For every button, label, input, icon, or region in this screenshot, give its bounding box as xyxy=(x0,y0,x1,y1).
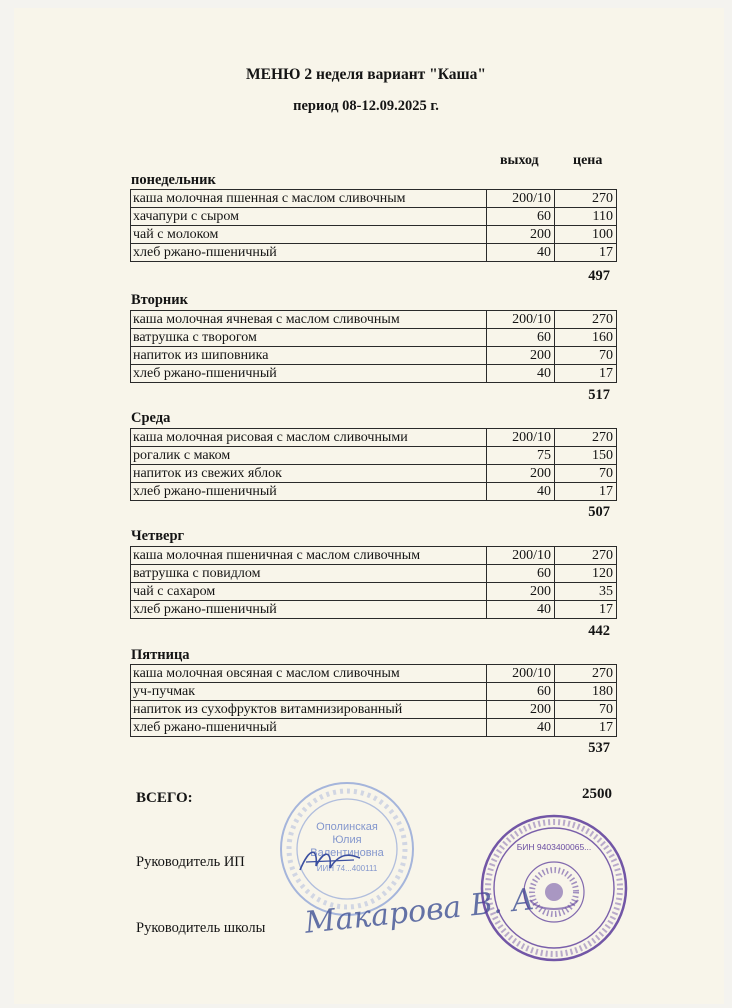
table-row xyxy=(131,565,617,583)
table-row xyxy=(131,226,617,244)
dish-output: 200/10 xyxy=(487,190,555,208)
dish-name: каша молочная пшеничная с маслом сливочным xyxy=(131,547,487,565)
dish-price: 70 xyxy=(555,465,617,483)
day-total: 537 xyxy=(588,740,610,756)
dish-name: каша молочная пшенная с маслом сливочным xyxy=(131,190,487,208)
dish-name: хлеб ржано-пшеничный xyxy=(131,365,487,383)
ip-stamp-line1: Ополинская xyxy=(316,821,378,833)
menu-table xyxy=(130,428,617,501)
table-row xyxy=(131,244,617,262)
day-total: 507 xyxy=(588,504,610,520)
signature-label-ip: Руководитель ИП xyxy=(136,854,245,870)
dish-price: 110 xyxy=(555,208,617,226)
day-label: Вторник xyxy=(131,292,188,308)
day-total: 442 xyxy=(588,623,610,639)
dish-price: 270 xyxy=(555,429,617,447)
dish-output: 60 xyxy=(487,683,555,701)
column-header-output: выход xyxy=(500,153,539,168)
dish-output: 200 xyxy=(487,465,555,483)
dish-name: напиток из сухофруктов витамнизированный xyxy=(131,701,487,719)
dish-name: хлеб ржано-пшеничный xyxy=(131,244,487,262)
dish-name: каша молочная рисовая с маслом сливочными xyxy=(131,429,487,447)
dish-output: 40 xyxy=(487,244,555,262)
dish-price: 270 xyxy=(555,665,617,683)
dish-name: напиток из шиповника xyxy=(131,347,487,365)
dish-price: 17 xyxy=(555,244,617,262)
day-label: Четверг xyxy=(131,528,185,544)
dish-output: 200 xyxy=(487,347,555,365)
dish-output: 60 xyxy=(487,329,555,347)
table-row xyxy=(131,311,617,329)
day-total: 517 xyxy=(588,387,610,403)
dish-name: чай с молоком xyxy=(131,226,487,244)
dish-name: каша молочная овсяная с маслом сливочным xyxy=(131,665,487,683)
table-row xyxy=(131,465,617,483)
dish-price: 70 xyxy=(555,347,617,365)
dish-output: 60 xyxy=(487,208,555,226)
table-row xyxy=(131,190,617,208)
table-row xyxy=(131,483,617,501)
dish-price: 100 xyxy=(555,226,617,244)
table-row xyxy=(131,347,617,365)
dish-output: 200 xyxy=(487,701,555,719)
dish-price: 17 xyxy=(555,601,617,619)
ip-stamp-line3: Валентиновна xyxy=(310,847,384,859)
dish-name: хлеб ржано-пшеничный xyxy=(131,719,487,737)
menu-table xyxy=(130,189,617,262)
day-label: Пятница xyxy=(131,647,190,663)
dish-price: 17 xyxy=(555,719,617,737)
table-row xyxy=(131,429,617,447)
dish-name: ватрушка с творогом xyxy=(131,329,487,347)
dish-output: 200/10 xyxy=(487,547,555,565)
ip-stamp-line2: Юлия xyxy=(332,834,362,846)
school-stamp-icon xyxy=(478,812,630,964)
dish-output: 200 xyxy=(487,583,555,601)
day-label: понедельник xyxy=(131,172,216,188)
dish-name: рогалик с маком xyxy=(131,447,487,465)
table-row xyxy=(131,601,617,619)
dish-name: хлеб ржано-пшеничный xyxy=(131,601,487,619)
dish-name: хачапури с сыром xyxy=(131,208,487,226)
dish-price: 270 xyxy=(555,547,617,565)
page-period: период 08-12.09.2025 г. xyxy=(293,98,439,114)
dish-name: уч-пучмак xyxy=(131,683,487,701)
dish-price: 160 xyxy=(555,329,617,347)
dish-price: 70 xyxy=(555,701,617,719)
dish-price: 17 xyxy=(555,365,617,383)
dish-price: 180 xyxy=(555,683,617,701)
dish-output: 40 xyxy=(487,365,555,383)
day-label: Среда xyxy=(131,410,171,426)
school-signature-text: Макарова В. А xyxy=(303,881,536,941)
dish-output: 200 xyxy=(487,226,555,244)
table-row xyxy=(131,665,617,683)
dish-output: 40 xyxy=(487,719,555,737)
dish-price: 270 xyxy=(555,311,617,329)
page-title: МЕНЮ 2 неделя вариант "Каша" xyxy=(246,66,486,83)
dish-name: ватрушка с повидлом xyxy=(131,565,487,583)
ip-stamp-line4: ИИН 74...400111 xyxy=(316,864,378,873)
table-row xyxy=(131,329,617,347)
dish-name: напиток из свежих яблок xyxy=(131,465,487,483)
signature-label-school: Руководитель школы xyxy=(136,920,266,936)
menu-table xyxy=(130,664,617,737)
table-row xyxy=(131,547,617,565)
dish-name: чай с сахаром xyxy=(131,583,487,601)
dish-output: 40 xyxy=(487,601,555,619)
day-total: 497 xyxy=(588,268,610,284)
table-row xyxy=(131,683,617,701)
dish-price: 270 xyxy=(555,190,617,208)
ip-signature-icon xyxy=(296,840,366,878)
table-row xyxy=(131,365,617,383)
dish-name: каша молочная ячневая с маслом сливочным xyxy=(131,311,487,329)
dish-output: 200/10 xyxy=(487,429,555,447)
school-signature-icon xyxy=(300,880,536,941)
table-row xyxy=(131,719,617,737)
dish-output: 60 xyxy=(487,565,555,583)
table-row xyxy=(131,208,617,226)
dish-output: 75 xyxy=(487,447,555,465)
dish-price: 17 xyxy=(555,483,617,501)
school-stamp-line1: БИН 9403400065... xyxy=(516,842,592,852)
table-row xyxy=(131,701,617,719)
dish-name: хлеб ржано-пшеничный xyxy=(131,483,487,501)
table-row xyxy=(131,583,617,601)
menu-table xyxy=(130,546,617,619)
menu-table xyxy=(130,310,617,383)
dish-output: 40 xyxy=(487,483,555,501)
grand-total-label: ВСЕГО: xyxy=(136,790,193,806)
dish-output: 200/10 xyxy=(487,665,555,683)
dish-price: 35 xyxy=(555,583,617,601)
dish-output: 200/10 xyxy=(487,311,555,329)
grand-total-value: 2500 xyxy=(582,786,612,802)
dish-price: 120 xyxy=(555,565,617,583)
column-header-price: цена xyxy=(573,153,603,168)
dish-price: 150 xyxy=(555,447,617,465)
table-row xyxy=(131,447,617,465)
